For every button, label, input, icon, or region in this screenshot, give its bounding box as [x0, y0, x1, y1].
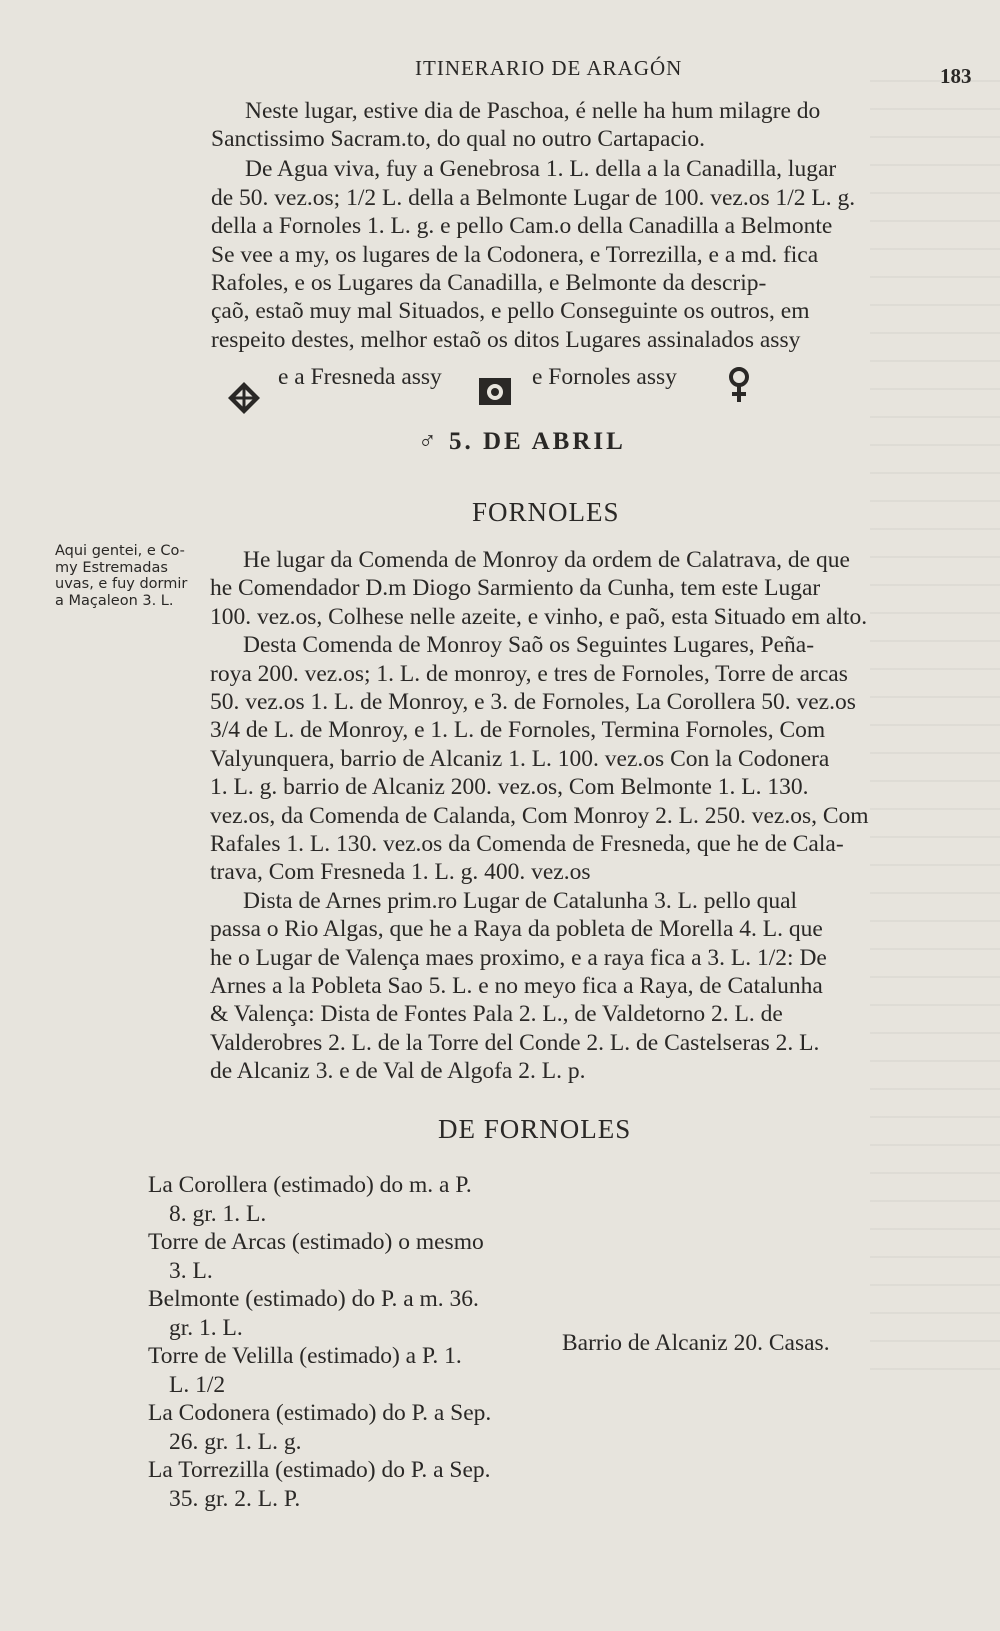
fornoles-line: Desta Comenda de Monroy Saõ os Seguintes Lugares, Peña-: [243, 632, 815, 658]
intro-line: Se vee a my, os lugares de la Codonera, e Torrezilla, e a md. fica: [211, 242, 819, 268]
fornoles-line: Rafales 1. L. 130. vez.os da Comenda de Fresneda, que he de Cala-: [210, 831, 844, 857]
fornoles-line: & Valença: Dista de Fontes Pala 2. L., de Valdetorno 2. L. de: [210, 1001, 783, 1027]
fornoles-line: Valderobres 2. L. de la Torre del Conde 2. L. de Castelseras 2. L.: [210, 1030, 820, 1056]
square-target-icon: [478, 376, 512, 411]
margin-note-line: uvas, e fuy dormir: [55, 576, 188, 592]
intro-line: De Agua viva, fuy a Genebrosa 1. L. della a la Canadilla, lugar: [245, 156, 837, 182]
venus-symbol-icon: [724, 366, 754, 409]
list-line: 26. gr. 1. L. g.: [169, 1429, 302, 1455]
margin-note: [55, 543, 187, 609]
intro-line: della a Fornoles 1. L. g. e pello Cam.o della Canadilla a Belmonte: [211, 213, 833, 239]
list-line: La Torrezilla (estimado) do P. a Sep.: [148, 1457, 491, 1483]
list-line: 3. L.: [169, 1258, 213, 1284]
fornoles-line: 3/4 de L. de Monroy, e 1. L. de Fornoles, Termina Fornoles, Com: [210, 717, 826, 743]
margin-note-line: my Estremadas: [55, 559, 168, 576]
fornoles-line: 100. vez.os, Colhese nelle azeite, e vinho, e paõ, esta Situado em alto.: [210, 604, 868, 630]
fornoles-line: He lugar da Comenda de Monroy da ordem de Calatrava, de que: [243, 547, 850, 573]
fornoles-line: trava, Com Fresneda 1. L. g. 400. vez.os: [210, 859, 591, 885]
intro-line: Sanctissimo Sacram.to, do qual no outro Cartapacio.: [211, 126, 706, 152]
intro-line: respeito destes, melhor estaõ os ditos Lugares assinalados assy: [211, 327, 801, 353]
date-heading: ♂ 5. DE ABRIL: [418, 428, 626, 455]
running-head: ITINERARIO DE ARAGÓN: [415, 56, 683, 80]
list-line: 35. gr. 2. L. P.: [169, 1486, 301, 1512]
section-title-fornoles: FORNOLES: [472, 497, 620, 527]
list-line: gr. 1. L.: [169, 1315, 243, 1341]
fresneda-symbol-text: e a Fresneda assy: [278, 364, 442, 390]
list-line: Torre de Velilla (estimado) a P. 1.: [148, 1343, 462, 1369]
fornoles-line: roya 200. vez.os; 1. L. de monroy, e tres de Fornoles, Torre de arcas: [210, 661, 848, 687]
fornoles-line: de Alcaniz 3. e de Val de Algofa 2. L. p.: [210, 1058, 586, 1084]
list-line: L. 1/2: [169, 1372, 226, 1398]
fornoles-line: vez.os, da Comenda de Calanda, Com Monroy 2. L. 250. vez.os, Com: [210, 803, 869, 829]
intro-line: de 50. vez.os; 1/2 L. della a Belmonte Lugar de 100. vez.os 1/2 L. g.: [211, 185, 856, 211]
fornoles-line: Valyunquera, barrio de Alcaniz 1. L. 100. vez.os Con la Codonera: [210, 746, 830, 772]
fornoles-line: 50. vez.os 1. L. de Monroy, e 3. de Fornoles, La Corollera 50. vez.os: [210, 689, 856, 715]
fornoles-line: passa o Rio Algas, que he a Raya da pobleta de Morella 4. L. que: [210, 916, 823, 942]
list-line: Belmonte (estimado) do P. a m. 36.: [148, 1286, 479, 1312]
margin-note-line: a Maçaleon 3. L.: [55, 592, 174, 609]
fornoles-line: he o Lugar de Valença maes proximo, e a raya fica a 3. L. 1/2: De: [210, 945, 827, 971]
intro-line: çaõ, estaõ muy mal Situados, e pello Conseguinte os outros, em: [211, 298, 810, 324]
intro-line: Neste lugar, estive dia de Paschoa, é nelle ha hum milagre do: [245, 98, 821, 124]
side-note: Barrio de Alcaniz 20. Casas.: [562, 1330, 830, 1356]
section-title-de-fornoles: DE FORNOLES: [438, 1114, 632, 1144]
page-number: 183: [940, 64, 972, 88]
fornoles-line: Dista de Arnes prim.ro Lugar de Catalunha 3. L. pello qual: [243, 888, 798, 914]
quartered-diamond-icon: [226, 380, 262, 421]
fornoles-symbol-text: e Fornoles assy: [532, 364, 677, 390]
list-line: La Codonera (estimado) do P. a Sep.: [148, 1400, 492, 1426]
fornoles-line: Arnes a la Pobleta Sao 5. L. e no meyo fica a Raya, de Catalunha: [210, 973, 823, 999]
bleed-through-shadow: [870, 80, 1000, 1380]
list-line: 8. gr. 1. L.: [169, 1201, 267, 1227]
margin-note-line: Aqui gentei, e Co-: [55, 543, 185, 559]
fornoles-line: he Comendador D.m Diogo Sarmiento da Cunha, tem este Lugar: [210, 575, 821, 601]
fornoles-line: 1. L. g. barrio de Alcaniz 200. vez.os, Com Belmonte 1. L. 130.: [210, 774, 809, 800]
intro-line: Rafoles, e os Lugares da Canadilla, e Belmonte da descrip-: [211, 270, 767, 296]
list-line: Torre de Arcas (estimado) o mesmo: [148, 1229, 484, 1255]
list-line: La Corollera (estimado) do m. a P.: [148, 1172, 472, 1198]
